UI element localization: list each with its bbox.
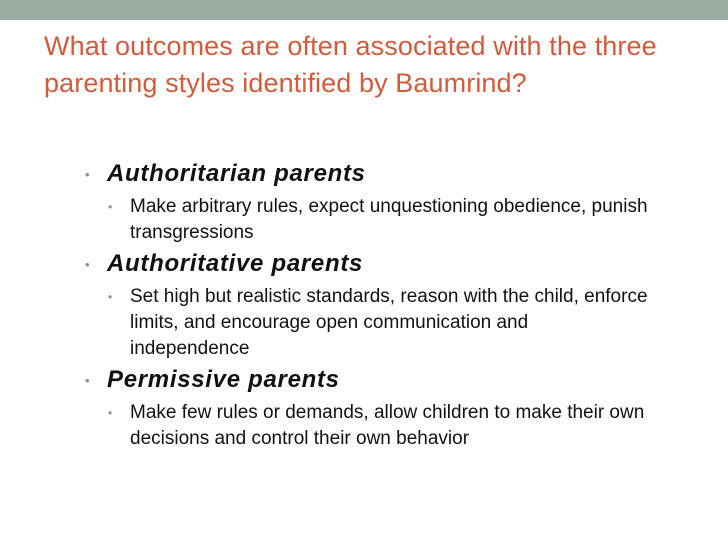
bullet-dot-icon: • [108, 406, 113, 420]
bullet-authoritarian [82, 160, 672, 188]
bullet-authoritative [82, 250, 672, 278]
bullet-heading: Permissive parents [107, 366, 340, 393]
bullet-permissive [82, 366, 672, 394]
bullet-authoritative-detail [104, 284, 650, 362]
slide-title: What outcomes are often associated with the three parenting styles identified by Baumrind? [44, 31, 657, 98]
bullet-heading: Authoritative parents [107, 250, 364, 277]
bullet-detail: Set high but realistic standards, reason with the child, enforce limits, and encourage open communication and independence [130, 286, 648, 359]
bullet-list [82, 160, 672, 456]
bullet-heading: Authoritarian parents [107, 160, 366, 187]
header-bar [0, 0, 728, 20]
bullet-detail: Make arbitrary rules, expect unquestioning obedience, punish transgressions [130, 196, 648, 243]
bullet-permissive-detail [104, 400, 650, 452]
bullet-dot-icon: • [108, 290, 113, 304]
bullet-authoritarian-detail [104, 194, 650, 246]
bullet-dot-icon: • [108, 200, 113, 214]
bullet-dot-icon: • [85, 373, 91, 388]
bullet-dot-icon: • [85, 167, 91, 182]
bullet-detail: Make few rules or demands, allow children to make their own decisions and control their own behavior [130, 402, 645, 449]
bullet-dot-icon: • [85, 257, 91, 272]
